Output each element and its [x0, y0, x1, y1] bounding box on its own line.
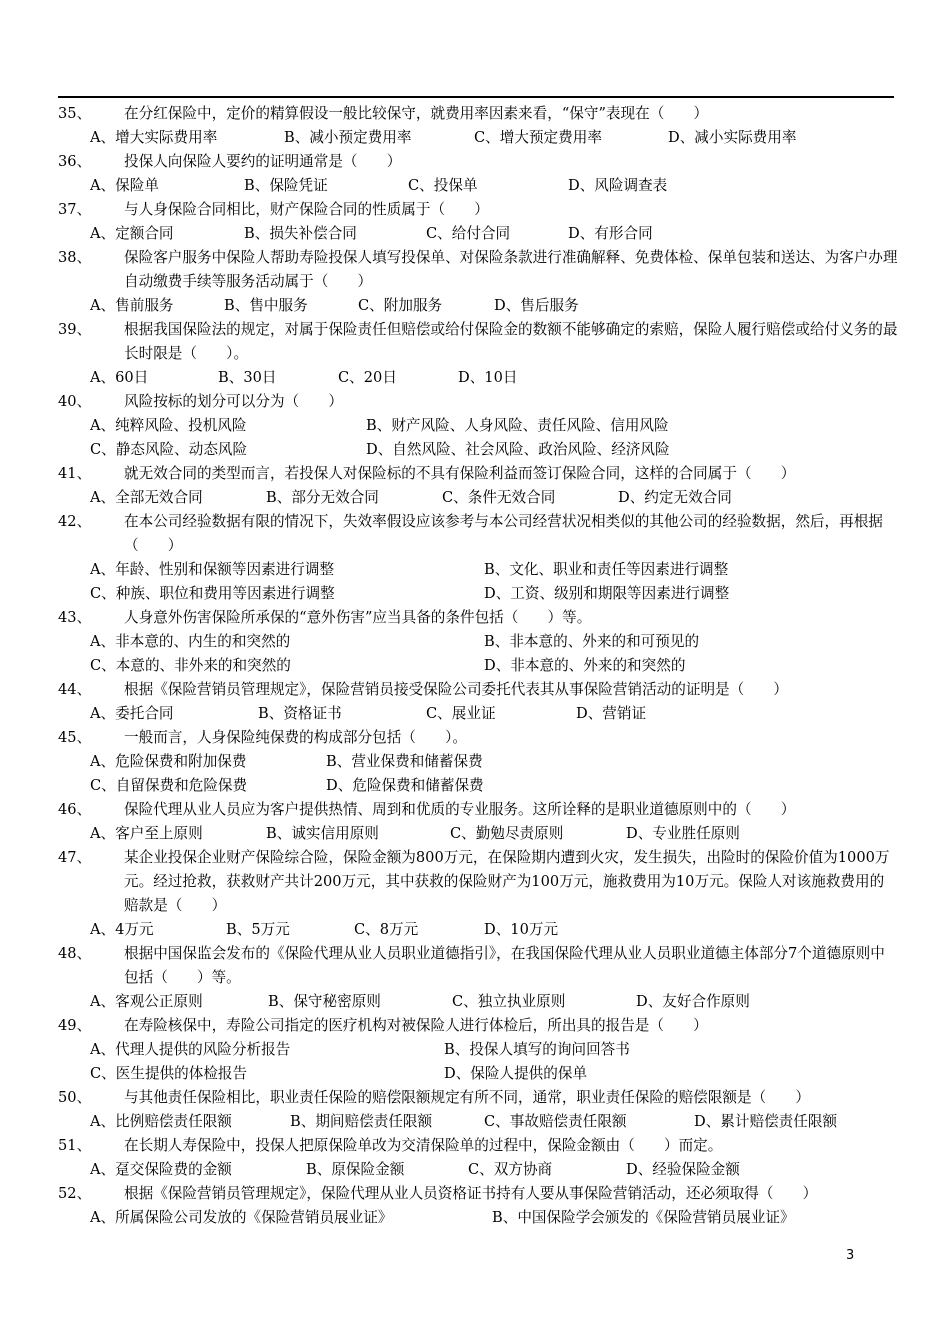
- question-number: 47、: [58, 849, 92, 866]
- question-item: [58, 606, 898, 678]
- answer-option: B、30日: [218, 369, 277, 386]
- answer-option: C、20日: [338, 369, 397, 386]
- question-number: 39、: [58, 321, 92, 338]
- question-number: 42、: [58, 513, 92, 530]
- answer-option: A、非本意的、内生的和突然的: [90, 633, 291, 650]
- question-text: 根据《保险营销员管理规定》，保险代理从业人员资格证书持有人要从事保险营销活动，还必须取得（ ）: [124, 1185, 818, 1202]
- question-item: [58, 198, 898, 246]
- question-stem: [58, 1182, 898, 1206]
- answer-option: A、售前服务: [90, 297, 174, 314]
- answer-option: B、中国保险学会颁发的《保险营销员展业证》: [492, 1209, 795, 1226]
- answer-option: A、所属保险公司发放的《保险营销员展业证》: [90, 1209, 393, 1226]
- answer-option: A、4万元: [90, 921, 154, 938]
- question-text: 在分红保险中，定价的精算假设一般比较保守，就费用率因素来看，“保守”表现在（ ）: [124, 105, 709, 122]
- question-number: 45、: [58, 729, 92, 746]
- option-row: [58, 630, 898, 654]
- answer-option: A、趸交保险费的金额: [90, 1161, 232, 1178]
- question-item: [58, 726, 898, 798]
- question-stem: [58, 390, 898, 414]
- question-stem: [58, 1014, 898, 1038]
- answer-option: B、原保险金额: [306, 1161, 405, 1178]
- answer-option: C、给付合同: [426, 225, 511, 242]
- answer-option: D、风险调查表: [568, 177, 668, 194]
- answer-option: B、保险凭证: [244, 177, 328, 194]
- answer-option: D、有形合同: [568, 225, 653, 242]
- question-stem: [58, 1134, 898, 1158]
- option-row: [58, 294, 898, 318]
- option-row: [58, 1110, 898, 1134]
- question-number: 46、: [58, 801, 92, 818]
- answer-option: C、展业证: [426, 705, 496, 722]
- option-row: [58, 1206, 898, 1230]
- answer-option: D、友好合作原则: [636, 993, 750, 1010]
- question-number: 43、: [58, 609, 92, 626]
- question-text: 一般而言，人身保险纯保费的构成部分包括（ ）。: [124, 729, 467, 746]
- option-row: [58, 414, 898, 438]
- answer-option: A、增大实际费用率: [90, 129, 218, 146]
- question-item: [58, 510, 898, 606]
- option-row: [58, 1062, 898, 1086]
- answer-option: C、种族、职位和费用等因素进行调整: [90, 585, 335, 602]
- answer-option: A、全部无效合同: [90, 489, 203, 506]
- option-row: [58, 654, 898, 678]
- answer-option: C、增大预定费用率: [474, 129, 602, 146]
- question-item: [58, 678, 898, 726]
- question-stem: [58, 246, 898, 294]
- question-number: 41、: [58, 465, 92, 482]
- answer-option: D、危险保费和储蓄保费: [326, 777, 484, 794]
- answer-option: C、8万元: [354, 921, 419, 938]
- question-item: [58, 942, 898, 1014]
- answer-option: C、独立执业原则: [452, 993, 566, 1010]
- question-text: 就无效合同的类型而言，若投保人对保险标的不具有保险利益而签订保险合同，这样的合同属于（ ）: [124, 465, 796, 482]
- question-text: 某企业投保企业财产保险综合险，保险金额为800万元，在保险期内遭到火灾，发生损失，出险时的保险价值为1000万元。经过抢救，获救财产共计200万元，其中获救的保险财产为100万元，施救费用为10万元。保险人对该施救费用的赔款是（ ）: [124, 849, 890, 914]
- answer-option: B、营业保费和储蓄保费: [326, 753, 483, 770]
- answer-option: A、危险保费和附加保费: [90, 753, 247, 770]
- answer-option: C、本意的、非外来的和突然的: [90, 657, 291, 674]
- question-number: 37、: [58, 201, 92, 218]
- answer-option: D、减小实际费用率: [668, 129, 797, 146]
- answer-option: D、10万元: [484, 921, 559, 938]
- question-item: [58, 462, 898, 510]
- answer-option: B、售中服务: [224, 297, 308, 314]
- answer-option: B、保守秘密原则: [268, 993, 381, 1010]
- answer-option: D、工资、级别和期限等因素进行调整: [484, 585, 730, 602]
- answer-option: C、勤勉尽责原则: [450, 825, 564, 842]
- option-row: [58, 582, 898, 606]
- option-row: [58, 774, 898, 798]
- question-stem: [58, 678, 898, 702]
- question-item: [58, 390, 898, 462]
- answer-option: C、自留保费和危险保费: [90, 777, 248, 794]
- question-number: 48、: [58, 945, 92, 962]
- question-item: [58, 1134, 898, 1182]
- question-text: 根据《保险营销员管理规定》，保险营销员接受保险公司委托代表其从事保险营销活动的证明是（ ）: [124, 681, 789, 698]
- page-number: 3: [846, 1248, 855, 1263]
- answer-option: D、自然风险、社会风险、政治风险、经济风险: [366, 441, 670, 458]
- question-stem: [58, 198, 898, 222]
- question-stem: [58, 150, 898, 174]
- answer-option: D、累计赔偿责任限额: [694, 1113, 838, 1130]
- option-row: [58, 222, 898, 246]
- answer-option: B、资格证书: [258, 705, 342, 722]
- question-number: 40、: [58, 393, 92, 410]
- option-row: [58, 1038, 898, 1062]
- question-text: 保险客户服务中保险人帮助寿险投保人填写投保单、对保险条款进行准确解释、免费体检、保单包装和送达、为客户办理自动缴费手续等服务活动属于（ ）: [124, 249, 898, 290]
- answer-option: B、财产风险、人身风险、责任风险、信用风险: [366, 417, 669, 434]
- question-item: [58, 1182, 898, 1230]
- question-text: 人身意外伤害保险所承保的“意外伤害”应当具备的条件包括（ ）等。: [124, 609, 592, 626]
- question-item: [58, 246, 898, 318]
- answer-option: C、静态风险、动态风险: [90, 441, 248, 458]
- option-row: [58, 1158, 898, 1182]
- answer-option: B、5万元: [226, 921, 290, 938]
- question-number: 35、: [58, 105, 92, 122]
- question-number: 50、: [58, 1089, 92, 1106]
- option-row: [58, 486, 898, 510]
- question-item: [58, 798, 898, 846]
- question-number: 49、: [58, 1017, 92, 1034]
- answer-option: A、年龄、性别和保额等因素进行调整: [90, 561, 335, 578]
- answer-option: C、事故赔偿责任限额: [484, 1113, 627, 1130]
- option-row: [58, 990, 898, 1014]
- question-stem: [58, 606, 898, 630]
- answer-option: B、部分无效合同: [266, 489, 379, 506]
- question-stem: [58, 726, 898, 750]
- question-number: 51、: [58, 1137, 92, 1154]
- answer-option: C、医生提供的体检报告: [90, 1065, 248, 1082]
- question-number: 36、: [58, 153, 92, 170]
- question-list: [58, 102, 898, 1230]
- question-text: 风险按标的划分可以分为（ ）: [124, 393, 343, 410]
- answer-option: A、客观公正原则: [90, 993, 203, 1010]
- answer-option: B、文化、职业和责任等因素进行调整: [484, 561, 729, 578]
- answer-option: A、保险单: [90, 177, 159, 194]
- answer-option: B、损失补偿合同: [244, 225, 357, 242]
- question-item: [58, 318, 898, 390]
- option-row: [58, 750, 898, 774]
- answer-option: A、客户至上原则: [90, 825, 203, 842]
- answer-option: A、纯粹风险、投机风险: [90, 417, 247, 434]
- question-item: [58, 102, 898, 150]
- option-row: [58, 126, 898, 150]
- answer-option: D、营销证: [576, 705, 647, 722]
- header-rule: [58, 96, 894, 98]
- question-stem: [58, 510, 898, 558]
- answer-option: B、非本意的、外来的和可预见的: [484, 633, 700, 650]
- answer-option: A、代理人提供的风险分析报告: [90, 1041, 291, 1058]
- answer-option: C、附加服务: [358, 297, 443, 314]
- option-row: [58, 558, 898, 582]
- option-row: [58, 702, 898, 726]
- question-text: 在本公司经验数据有限的情况下，失效率假设应该参考与本公司经营状况相类似的其他公司的经验数据，然后，再根据（ ）: [124, 513, 883, 554]
- answer-option: D、售后服务: [494, 297, 579, 314]
- answer-option: B、期间赔偿责任限额: [290, 1113, 433, 1130]
- answer-option: A、比例赔偿责任限额: [90, 1113, 232, 1130]
- answer-option: D、10日: [458, 369, 518, 386]
- answer-option: B、诚实信用原则: [266, 825, 379, 842]
- question-number: 52、: [58, 1185, 92, 1202]
- answer-option: B、投保人填写的询问回答书: [444, 1041, 630, 1058]
- answer-option: C、投保单: [408, 177, 478, 194]
- question-stem: [58, 798, 898, 822]
- option-row: [58, 174, 898, 198]
- answer-option: C、条件无效合同: [442, 489, 556, 506]
- question-stem: [58, 846, 898, 918]
- question-text: 与其他责任保险相比，职业责任保险的赔偿限额规定有所不同，通常，职业责任保险的赔偿限额是（ ）: [124, 1089, 810, 1106]
- question-stem: [58, 1086, 898, 1110]
- answer-option: A、定额合同: [90, 225, 174, 242]
- option-row: [58, 438, 898, 462]
- answer-option: A、委托合同: [90, 705, 174, 722]
- question-item: [58, 150, 898, 198]
- question-text: 在长期人寿保险中，投保人把原保险单改为交清保险单的过程中，保险金额由（ ）而定。: [124, 1137, 723, 1154]
- question-text: 保险代理从业人员应为客户提供热情、周到和优质的专业服务。这所诠释的是职业道德原则中的（ ）: [124, 801, 796, 818]
- answer-option: D、约定无效合同: [618, 489, 732, 506]
- answer-option: D、专业胜任原则: [626, 825, 740, 842]
- answer-option: D、经验保险金额: [626, 1161, 740, 1178]
- answer-option: D、保险人提供的保单: [444, 1065, 588, 1082]
- question-text: 投保人向保险人要约的证明通常是（ ）: [124, 153, 402, 170]
- question-item: [58, 846, 898, 942]
- option-row: [58, 822, 898, 846]
- answer-option: B、减小预定费用率: [284, 129, 412, 146]
- question-item: [58, 1086, 898, 1134]
- answer-option: C、双方协商: [468, 1161, 553, 1178]
- question-stem: [58, 102, 898, 126]
- question-text: 与人身保险合同相比，财产保险合同的性质属于（ ）: [124, 201, 489, 218]
- question-stem: [58, 318, 898, 366]
- question-number: 38、: [58, 249, 92, 266]
- option-row: [58, 918, 898, 942]
- question-text: 根据我国保险法的规定，对属于保险责任但赔偿或给付保险金的数额不能够确定的索赔，保险人履行赔偿或给付义务的最长时限是（ ）。: [124, 321, 898, 362]
- option-row: [58, 366, 898, 390]
- question-item: [58, 1014, 898, 1086]
- answer-option: D、非本意的、外来的和突然的: [484, 657, 686, 674]
- answer-option: A、60日: [90, 369, 149, 386]
- question-stem: [58, 462, 898, 486]
- question-stem: [58, 942, 898, 990]
- question-number: 44、: [58, 681, 92, 698]
- question-text: 在寿险核保中，寿险公司指定的医疗机构对被保险人进行体检后，所出具的报告是（ ）: [124, 1017, 708, 1034]
- question-text: 根据中国保监会发布的《保险代理从业人员职业道德指引》，在我国保险代理从业人员职业道德主体部分7个道德原则中包括（ ）等。: [124, 945, 885, 986]
